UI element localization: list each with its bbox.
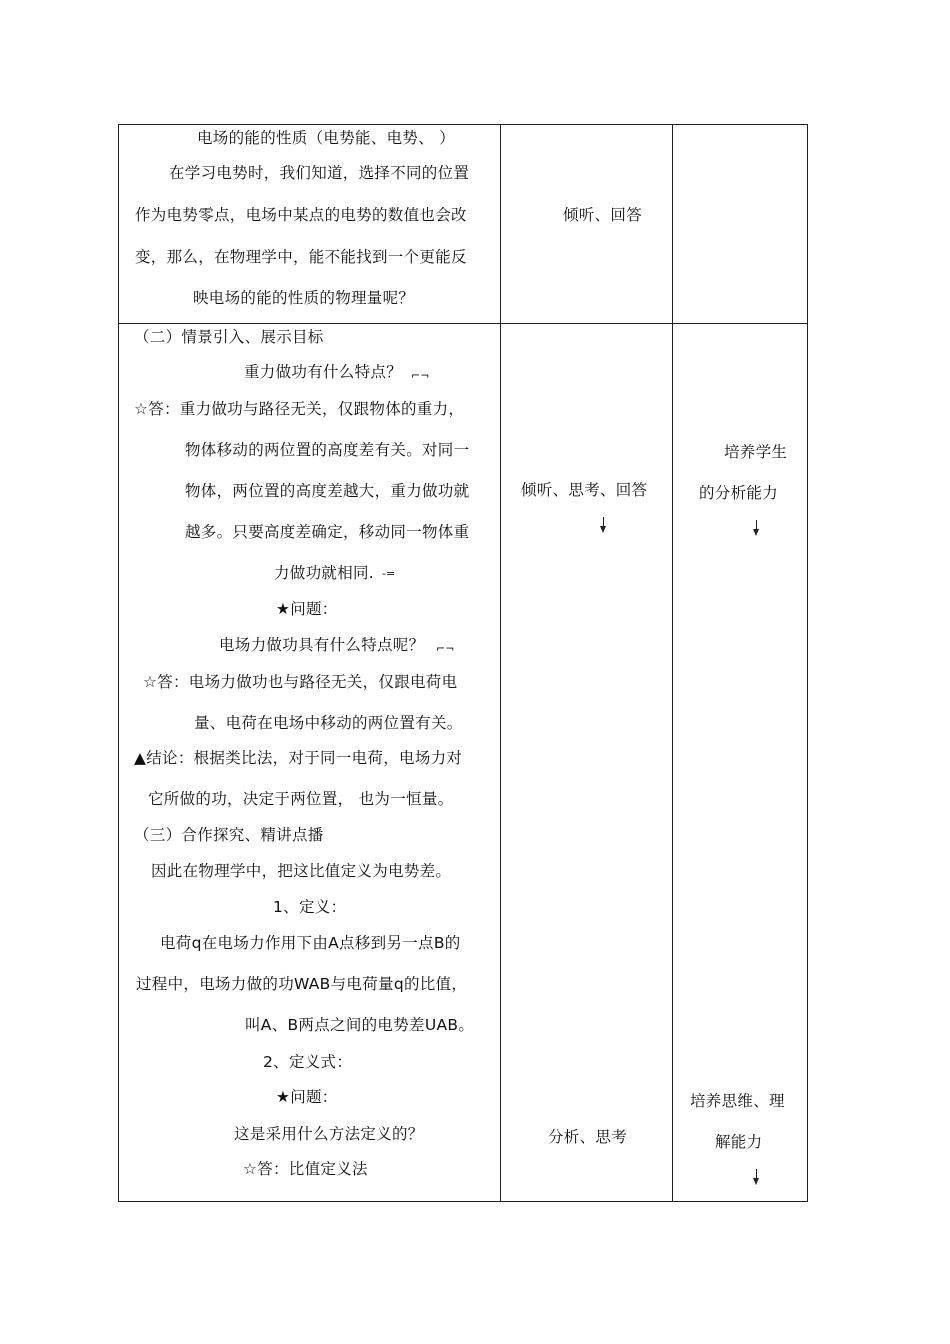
definition-line: 过程中，电场力做的功WAB与电荷量q的比值， <box>136 975 468 993</box>
question-label: ★问题： <box>276 1088 338 1106</box>
dash-eq-mark: -= <box>382 567 396 580</box>
bracket-mark: ⌐¬ <box>436 642 455 655</box>
column-divider-1 <box>500 124 501 1202</box>
column-divider-2 <box>672 124 673 1202</box>
definition-line: 电荷q在电场力作用下由A点移到另一点B的 <box>160 934 461 952</box>
definition-line: 叫A、B两点之间的电势差UAB。 <box>245 1016 475 1034</box>
answer-line: 越多。只要高度差确定，移动同一物体重 <box>185 523 470 541</box>
row1-line: 作为电势零点，电场中某点的电势的数值也会改 <box>135 206 467 224</box>
down-arrow-icon <box>753 520 761 536</box>
design-intent-b-line1: 培养思维、理 <box>690 1092 785 1110</box>
row1-line: 在学习电势时，我们知道，选择不同的位置 <box>169 164 470 182</box>
lesson-table <box>118 124 808 1202</box>
question-label: ★问题： <box>276 600 338 618</box>
conclusion-line: ▲结论：根据类比法，对于同一电荷，电场力对 <box>134 749 463 767</box>
table-border-top <box>118 124 808 125</box>
question-line: 重力做功有什么特点？ <box>244 363 403 381</box>
row1-line: 变，那么，在物理学中，能不能找到一个更能反 <box>135 248 467 266</box>
student-activity-a: 倾听、思考、回答 <box>521 481 648 499</box>
answer-line: 物体，两位置的高度差越大，重力做功就 <box>185 482 470 500</box>
row-divider <box>118 323 808 324</box>
answer-line: 物体移动的两位置的高度差有关。对同一 <box>185 441 470 459</box>
subheading-formula: 2、定义式： <box>263 1053 353 1071</box>
section-heading-3: （三）合作探究、精讲点播 <box>134 826 324 844</box>
answer-line: ☆答：重力做功与路径无关，仅跟物体的重力， <box>134 400 465 418</box>
table-border-right <box>807 124 808 1202</box>
design-intent-a-line1: 培养学生 <box>724 443 788 461</box>
down-arrow-icon <box>600 517 608 533</box>
design-intent-a-line2: 的分析能力 <box>699 484 779 502</box>
question-line: 电场力做功具有什么特点呢？ <box>219 636 425 654</box>
question-line: 这是采用什么方法定义的？ <box>234 1125 424 1143</box>
table-border-left <box>118 124 119 1202</box>
answer-line: ☆答：比值定义法 <box>243 1160 368 1178</box>
down-arrow-icon <box>753 1169 761 1185</box>
section-heading-2: （二）情景引入、展示目标 <box>134 328 324 346</box>
answer-line: 量、电荷在电场中移动的两位置有关。 <box>194 714 463 732</box>
conclusion-line: 它所做的功，决定于两位置， 也为一恒量。 <box>148 790 454 808</box>
design-intent-b-line2: 解能力 <box>715 1133 763 1151</box>
row1-line: 映电场的能的性质的物理量呢？ <box>193 289 415 307</box>
row1-heading: 电场的能的性质（电势能、电势、 ） <box>197 129 456 147</box>
student-activity-b: 分析、思考 <box>548 1128 628 1146</box>
answer-line: 力做功就相同. <box>274 564 375 582</box>
body-line: 因此在物理学中，把这比值定义为电势差。 <box>151 862 452 880</box>
bracket-mark: ⌐¬ <box>411 369 430 382</box>
answer-line: ☆答：电场力做功也与路径无关，仅跟电荷电 <box>143 673 458 691</box>
row1-student-activity: 倾听、回答 <box>563 206 643 224</box>
subheading-definition: 1、定义： <box>273 898 347 916</box>
table-border-bottom <box>118 1201 808 1202</box>
